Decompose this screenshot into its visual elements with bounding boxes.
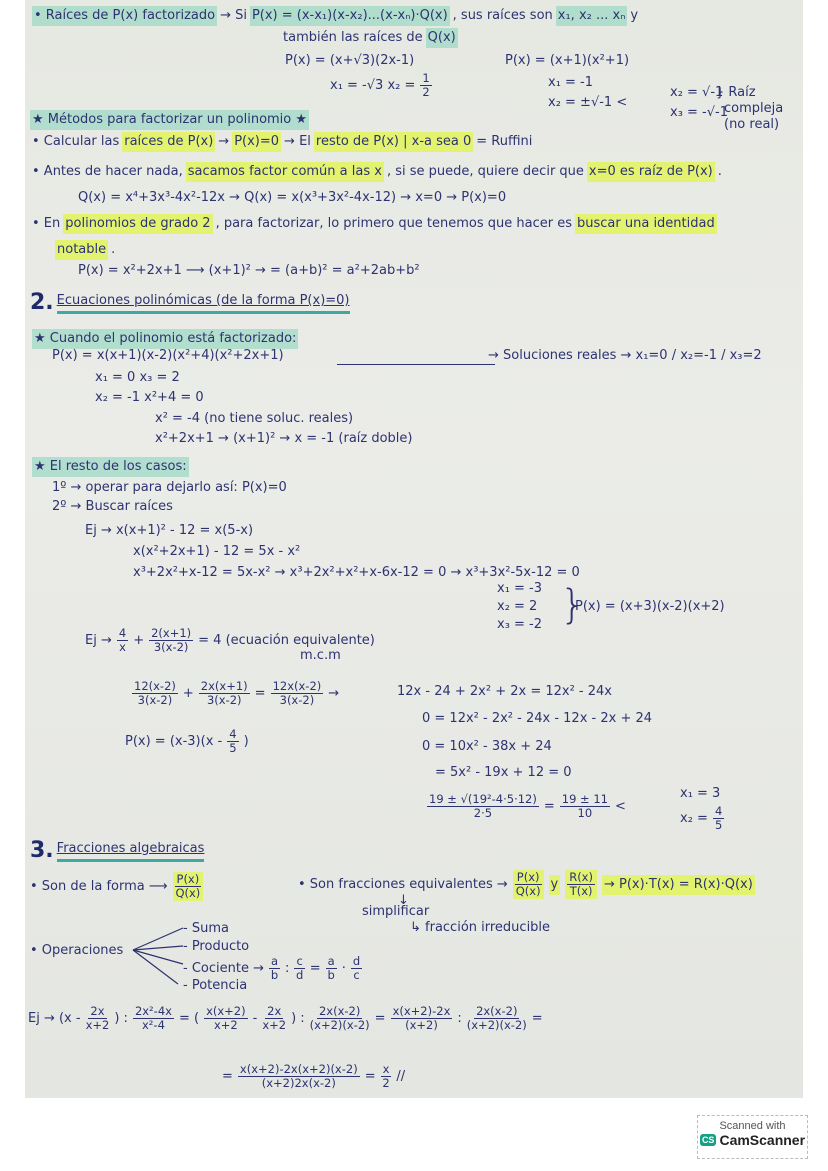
numerator: 4	[229, 727, 237, 741]
highlighted-text: Q(x)	[426, 28, 458, 48]
section-number: 2.	[30, 290, 54, 315]
note-line	[52, 347, 284, 365]
denominator: x+2	[262, 1018, 287, 1032]
handwritten-text: • Son de la forma ⟶	[30, 878, 168, 894]
handwritten-text: ↳ fracción irreducible	[410, 920, 551, 935]
handwritten-text: =	[543, 798, 555, 814]
handwritten-text: P(x) = (x-3)(x -	[125, 733, 223, 749]
note-line	[32, 214, 717, 234]
handwritten-text: = Ruffini	[476, 134, 533, 149]
handwritten-text: ↓	[398, 893, 409, 908]
denominator: b	[270, 968, 279, 982]
note-line	[680, 805, 726, 832]
denominator: (x+2)(x-2)	[309, 1018, 370, 1032]
denominator: (x+2)	[405, 1018, 438, 1032]
handwritten-text: P(x) = (x+1)(x²+1)	[505, 53, 630, 68]
fraction	[133, 1005, 174, 1032]
note-line	[95, 369, 180, 387]
numerator: x(x+2)-2x(x+2)(x-2)	[239, 1062, 358, 1076]
denominator: 3(x-2)	[137, 693, 173, 707]
fraction	[204, 1005, 248, 1032]
fraction	[132, 680, 178, 707]
denominator: 2	[422, 85, 430, 99]
note-line	[183, 977, 247, 995]
handwritten-text: =	[531, 1010, 543, 1026]
note-line	[422, 738, 552, 756]
numerator: x	[382, 1062, 390, 1076]
section-title: Ecuaciones polinómicas (de la forma P(x)=0)	[57, 292, 350, 314]
handwritten-text: - Suma	[183, 921, 229, 936]
note-line	[78, 189, 506, 207]
note-line	[30, 840, 204, 862]
handwritten-text: x₁ = -1	[548, 75, 594, 90]
handwritten-text: ) :	[114, 1010, 128, 1026]
branch-arrows-icon	[128, 920, 188, 990]
handwritten-text: • En	[32, 216, 61, 231]
note-line	[183, 938, 249, 956]
denominator: b	[327, 968, 335, 982]
handwritten-text: simplificar	[362, 904, 430, 919]
note-line	[435, 764, 572, 782]
denominator: Q(x)	[175, 886, 201, 900]
fraction	[262, 1005, 286, 1032]
numerator: a	[270, 954, 279, 968]
fraction	[238, 1063, 360, 1090]
handwritten-text: → El	[284, 134, 311, 149]
numerator: 2x	[267, 1004, 282, 1018]
handwritten-text: x³+2x²+x-12 = 5x-x² → x³+2x²+x²+x-6x-12 = 0 → x³+3x²-5x-12 = 0	[133, 565, 580, 580]
note-line	[548, 94, 627, 112]
handwritten-text: )	[243, 733, 249, 749]
handwritten-text: también las raíces de	[283, 30, 423, 45]
handwritten-text: Q(x) = x⁴+3x³-4x²-12x → Q(x) = x(x³+3x²-4x-12) → x=0 → P(x)=0	[78, 190, 507, 205]
note-line	[548, 74, 593, 92]
numerator: 1	[422, 71, 430, 85]
highlighted-text: raíces de P(x)	[122, 132, 215, 152]
handwritten-text: P(x) = (x+3)(x-2)(x+2)	[575, 599, 725, 614]
numerator: x(x+2)	[206, 1004, 246, 1018]
handwritten-text: →	[328, 685, 340, 701]
handwritten-text: x² = -4 (no tiene soluc. reales)	[155, 411, 354, 426]
denominator: 3(x-2)	[206, 693, 242, 707]
handwritten-text: +	[133, 632, 145, 648]
handwritten-text: P(x) = x²+2x+1 ⟶ (x+1)² → = (a+b)² = a²+2ab+b²	[78, 263, 420, 278]
highlighted-text: ★ Cuando el polinomio está factorizado:	[32, 329, 298, 349]
right-brace-icon: }	[560, 582, 586, 628]
handwritten-text: -	[252, 1010, 258, 1026]
fraction	[427, 793, 539, 820]
handwritten-text: +	[182, 685, 194, 701]
handwritten-text: 0 = 10x² - 38x + 24	[422, 739, 552, 754]
handwritten-text: =	[222, 1068, 233, 1084]
handwritten-text: • Operaciones	[30, 943, 124, 958]
denominator: 10	[577, 806, 593, 820]
numerator: 2x	[90, 1004, 105, 1018]
fraction	[513, 870, 544, 899]
handwritten-text: x₂ = √-1	[670, 85, 724, 100]
handwritten-text: 1º → operar para dejarlo así: P(x)=0	[52, 480, 287, 495]
fraction	[294, 955, 304, 982]
handwritten-text: x²+2x+1 → (x+1)² → x = -1 (raíz doble)	[155, 431, 413, 446]
handwritten-text: x₂ = -1 x²+4 = 0	[95, 390, 204, 405]
numerator: c	[296, 954, 303, 968]
fraction	[713, 805, 724, 832]
handwritten-text: → Si	[220, 8, 247, 23]
scanned-with-label: Scanned with	[719, 1120, 786, 1132]
handwritten-text: .	[717, 164, 722, 179]
fraction	[560, 793, 610, 820]
note-line	[285, 52, 414, 70]
handwritten-text: = 5x² - 19x + 12 = 0	[435, 765, 572, 780]
note-line	[85, 522, 253, 540]
note-line	[330, 72, 434, 99]
handwritten-text: P(x) = (x+√3)(2x-1)	[285, 53, 415, 68]
handwritten-text: , para factorizar, lo primero que tenemos que hacer es	[215, 216, 573, 231]
handwritten-text: =	[254, 685, 266, 701]
fraction	[310, 1005, 370, 1032]
fraction	[271, 680, 324, 707]
highlighted-text: P(x)=0	[232, 132, 281, 152]
denominator: 2·5	[473, 806, 493, 820]
denominator: 5	[714, 818, 723, 832]
highlighted-text: x₁, x₂ ... xₙ	[556, 6, 628, 26]
handwritten-text: =	[364, 1068, 376, 1084]
fraction	[565, 870, 597, 899]
fraction	[467, 1005, 527, 1032]
note-line	[125, 728, 249, 755]
handwritten-text: 12x - 24 + 2x² + 2x = 12x² - 24x	[397, 684, 612, 699]
handwritten-text: =	[374, 1010, 386, 1026]
handwritten-text: m.c.m	[300, 648, 341, 663]
note-line	[680, 785, 720, 803]
long-arrow	[337, 364, 495, 365]
fraction	[227, 728, 238, 755]
highlighted-text: polinomios de grado 2	[63, 214, 212, 234]
note-line	[425, 793, 626, 820]
handwritten-text: Ej → x(x+1)² - 12 = x(5-x)	[85, 523, 254, 538]
numerator: 2(x+1)	[151, 626, 192, 640]
note-line	[32, 457, 189, 477]
note-line	[32, 6, 638, 26]
note-line	[32, 329, 298, 349]
note-line	[155, 410, 353, 428]
numerator: 19 ± √(19²-4·5·12)	[429, 792, 537, 806]
handwritten-text: .	[111, 242, 116, 257]
fraction	[381, 1063, 392, 1090]
denominator: (x+2)(x-2)	[466, 1018, 527, 1032]
note-line	[130, 680, 339, 707]
denominator: (x+2)2x(x-2)	[261, 1076, 336, 1090]
note-line	[222, 1063, 405, 1090]
handwritten-text: ) :	[291, 1010, 305, 1026]
highlighted-text: resto de P(x) | x-a sea 0	[314, 132, 473, 152]
handwritten-text: - Cociente →	[183, 960, 264, 976]
note-line	[497, 580, 542, 598]
denominator: x+2	[213, 1018, 238, 1032]
fraction	[351, 955, 362, 982]
section-number: 3.	[30, 838, 54, 863]
note-line	[183, 920, 229, 938]
note-line	[32, 162, 722, 182]
note-line	[397, 683, 612, 701]
handwritten-text: • Antes de hacer nada,	[32, 164, 183, 179]
numerator: 4	[118, 626, 127, 640]
camscanner-brand: CamScanner	[719, 1132, 806, 1148]
fraction	[199, 680, 250, 707]
denominator: 3(x-2)	[279, 693, 315, 707]
denominator: Q(x)	[515, 884, 541, 898]
note-line	[52, 498, 173, 516]
numerator: P(x)	[176, 872, 200, 886]
handwritten-text: • Calcular las	[32, 134, 120, 149]
note-line	[52, 479, 287, 497]
handwritten-text: x₁ = -3	[497, 581, 543, 596]
handwritten-text: =	[309, 960, 321, 976]
denominator: x+2	[85, 1018, 110, 1032]
handwritten-text: (no real)	[724, 117, 780, 132]
note-line	[32, 132, 532, 152]
handwritten-text: = 4 (ecuación equivalente)	[198, 632, 375, 648]
handwritten-text: →	[218, 134, 230, 149]
numerator: 12x(x-2)	[272, 679, 322, 693]
note-line	[505, 52, 629, 70]
handwritten-text: :	[457, 1010, 462, 1026]
highlighted-text: ★ El resto de los casos:	[32, 457, 189, 477]
note-line	[28, 1005, 543, 1032]
note-line	[298, 870, 755, 899]
numerator: R(x)	[569, 870, 593, 884]
denominator: 5	[229, 741, 237, 755]
handwritten-text: x(x²+2x+1) - 12 = 5x - x²	[133, 544, 301, 559]
numerator: x(x+2)-2x	[392, 1004, 451, 1018]
highlighted-text: → P(x)·T(x) = R(x)·Q(x)	[602, 875, 755, 895]
numerator: 12(x-2)	[134, 679, 176, 693]
numerator: P(x)	[516, 870, 540, 884]
handwritten-text: 2º → Buscar raíces	[52, 499, 173, 514]
denominator: 2	[382, 1076, 390, 1090]
handwritten-text: x₃ = -2	[497, 617, 543, 632]
handwritten-text: //	[396, 1068, 406, 1084]
note-line	[133, 543, 300, 561]
numerator: 2x(x+1)	[200, 679, 248, 693]
denominator: d	[295, 968, 304, 982]
numerator: 4	[714, 804, 723, 818]
handwritten-text: <	[614, 798, 626, 814]
numerator: d	[352, 954, 361, 968]
highlighted-text: notable	[55, 240, 108, 260]
denominator: x²-4	[142, 1018, 165, 1032]
note-line	[497, 616, 542, 634]
denominator: x	[119, 640, 126, 654]
highlighted-text: ★ Métodos para factorizar un polinomio ★	[30, 110, 309, 130]
highlighted-text: x=0 es raíz de P(x)	[587, 162, 715, 182]
numerator: a	[327, 954, 335, 968]
note-line	[78, 262, 420, 280]
handwritten-text: } Raíz	[716, 85, 756, 100]
handwritten-text: x₁ = -√3 x₂ =	[330, 77, 416, 93]
handwritten-text: compleja	[724, 101, 784, 116]
note-line	[488, 347, 762, 365]
note-line	[55, 240, 115, 260]
section-title: Fracciones algebraicas	[57, 840, 205, 862]
note-line	[30, 942, 123, 960]
note-line	[30, 872, 205, 901]
note-line	[422, 710, 652, 728]
handwritten-text: , si se puede, quiere decir que	[386, 164, 584, 179]
denominator: c	[353, 968, 360, 982]
note-line	[283, 28, 458, 48]
highlighted-text: buscar una identidad	[575, 214, 717, 234]
denominator: T(x)	[569, 884, 593, 898]
note-line	[155, 430, 413, 448]
handwritten-text: ·	[341, 960, 346, 976]
handwritten-text: , sus raíces son	[452, 8, 553, 23]
handwritten-text: = (	[178, 1010, 200, 1026]
handwritten-text: x₁ = 3	[680, 786, 721, 801]
note-line	[670, 104, 728, 122]
fraction	[173, 872, 204, 901]
handwritten-text: P(x) = x(x+1)(x-2)(x²+4)(x²+2x+1)	[52, 348, 284, 363]
note-line	[30, 292, 350, 314]
handwritten-text: • Son fracciones equivalentes →	[298, 876, 508, 892]
highlighted-text: P(x) = (x-x₁)(x-x₂)...(x-xₙ)·Q(x)	[250, 6, 450, 26]
handwritten-text: → Soluciones reales → x₁=0 / x₂=-1 / x₃=2	[488, 348, 762, 363]
note-line	[410, 919, 550, 937]
note-line	[300, 647, 341, 665]
handwritten-text: Ej →	[85, 632, 112, 648]
note-line	[575, 598, 725, 616]
camscanner-watermark	[697, 1115, 808, 1159]
fraction	[149, 627, 193, 654]
denominator: 3(x-2)	[153, 640, 189, 654]
numerator: 2x²-4x	[134, 1004, 172, 1018]
handwritten-text: x₂ = ±√-1 <	[548, 95, 628, 110]
note-line	[30, 110, 309, 130]
handwritten-text: Ej → (x -	[28, 1010, 81, 1026]
note-line	[95, 389, 204, 407]
handwritten-text: x₂ =	[680, 810, 708, 826]
fraction	[326, 955, 337, 982]
handwritten-text: :	[285, 960, 290, 976]
handwritten-text: - Potencia	[183, 978, 248, 993]
fraction	[269, 955, 280, 982]
handwritten-text: - Producto	[183, 939, 250, 954]
fraction	[391, 1005, 453, 1032]
highlighted-text: sacamos factor común a las x	[186, 162, 384, 182]
highlighted-text: y	[549, 875, 561, 895]
handwritten-text: 0 = 12x² - 2x² - 24x - 12x - 2x + 24	[422, 711, 653, 726]
handwritten-text: y	[630, 8, 639, 23]
numerator: 2x(x-2)	[318, 1004, 361, 1018]
numerator: 2x(x-2)	[476, 1004, 518, 1018]
handwritten-text: x₂ = 2	[497, 599, 538, 614]
fraction	[117, 627, 128, 654]
handwritten-text: x₁ = 0 x₃ = 2	[95, 370, 180, 385]
note-line	[497, 598, 537, 616]
fraction	[420, 72, 431, 99]
numerator: 19 ± 11	[561, 792, 608, 806]
highlighted-text: • Raíces de P(x) factorizado	[32, 6, 217, 26]
handwritten-text: x₃ = -√-1	[670, 105, 728, 120]
fraction	[86, 1005, 110, 1032]
note-line	[724, 116, 779, 134]
camscanner-logo-icon: CS	[701, 1135, 715, 1145]
